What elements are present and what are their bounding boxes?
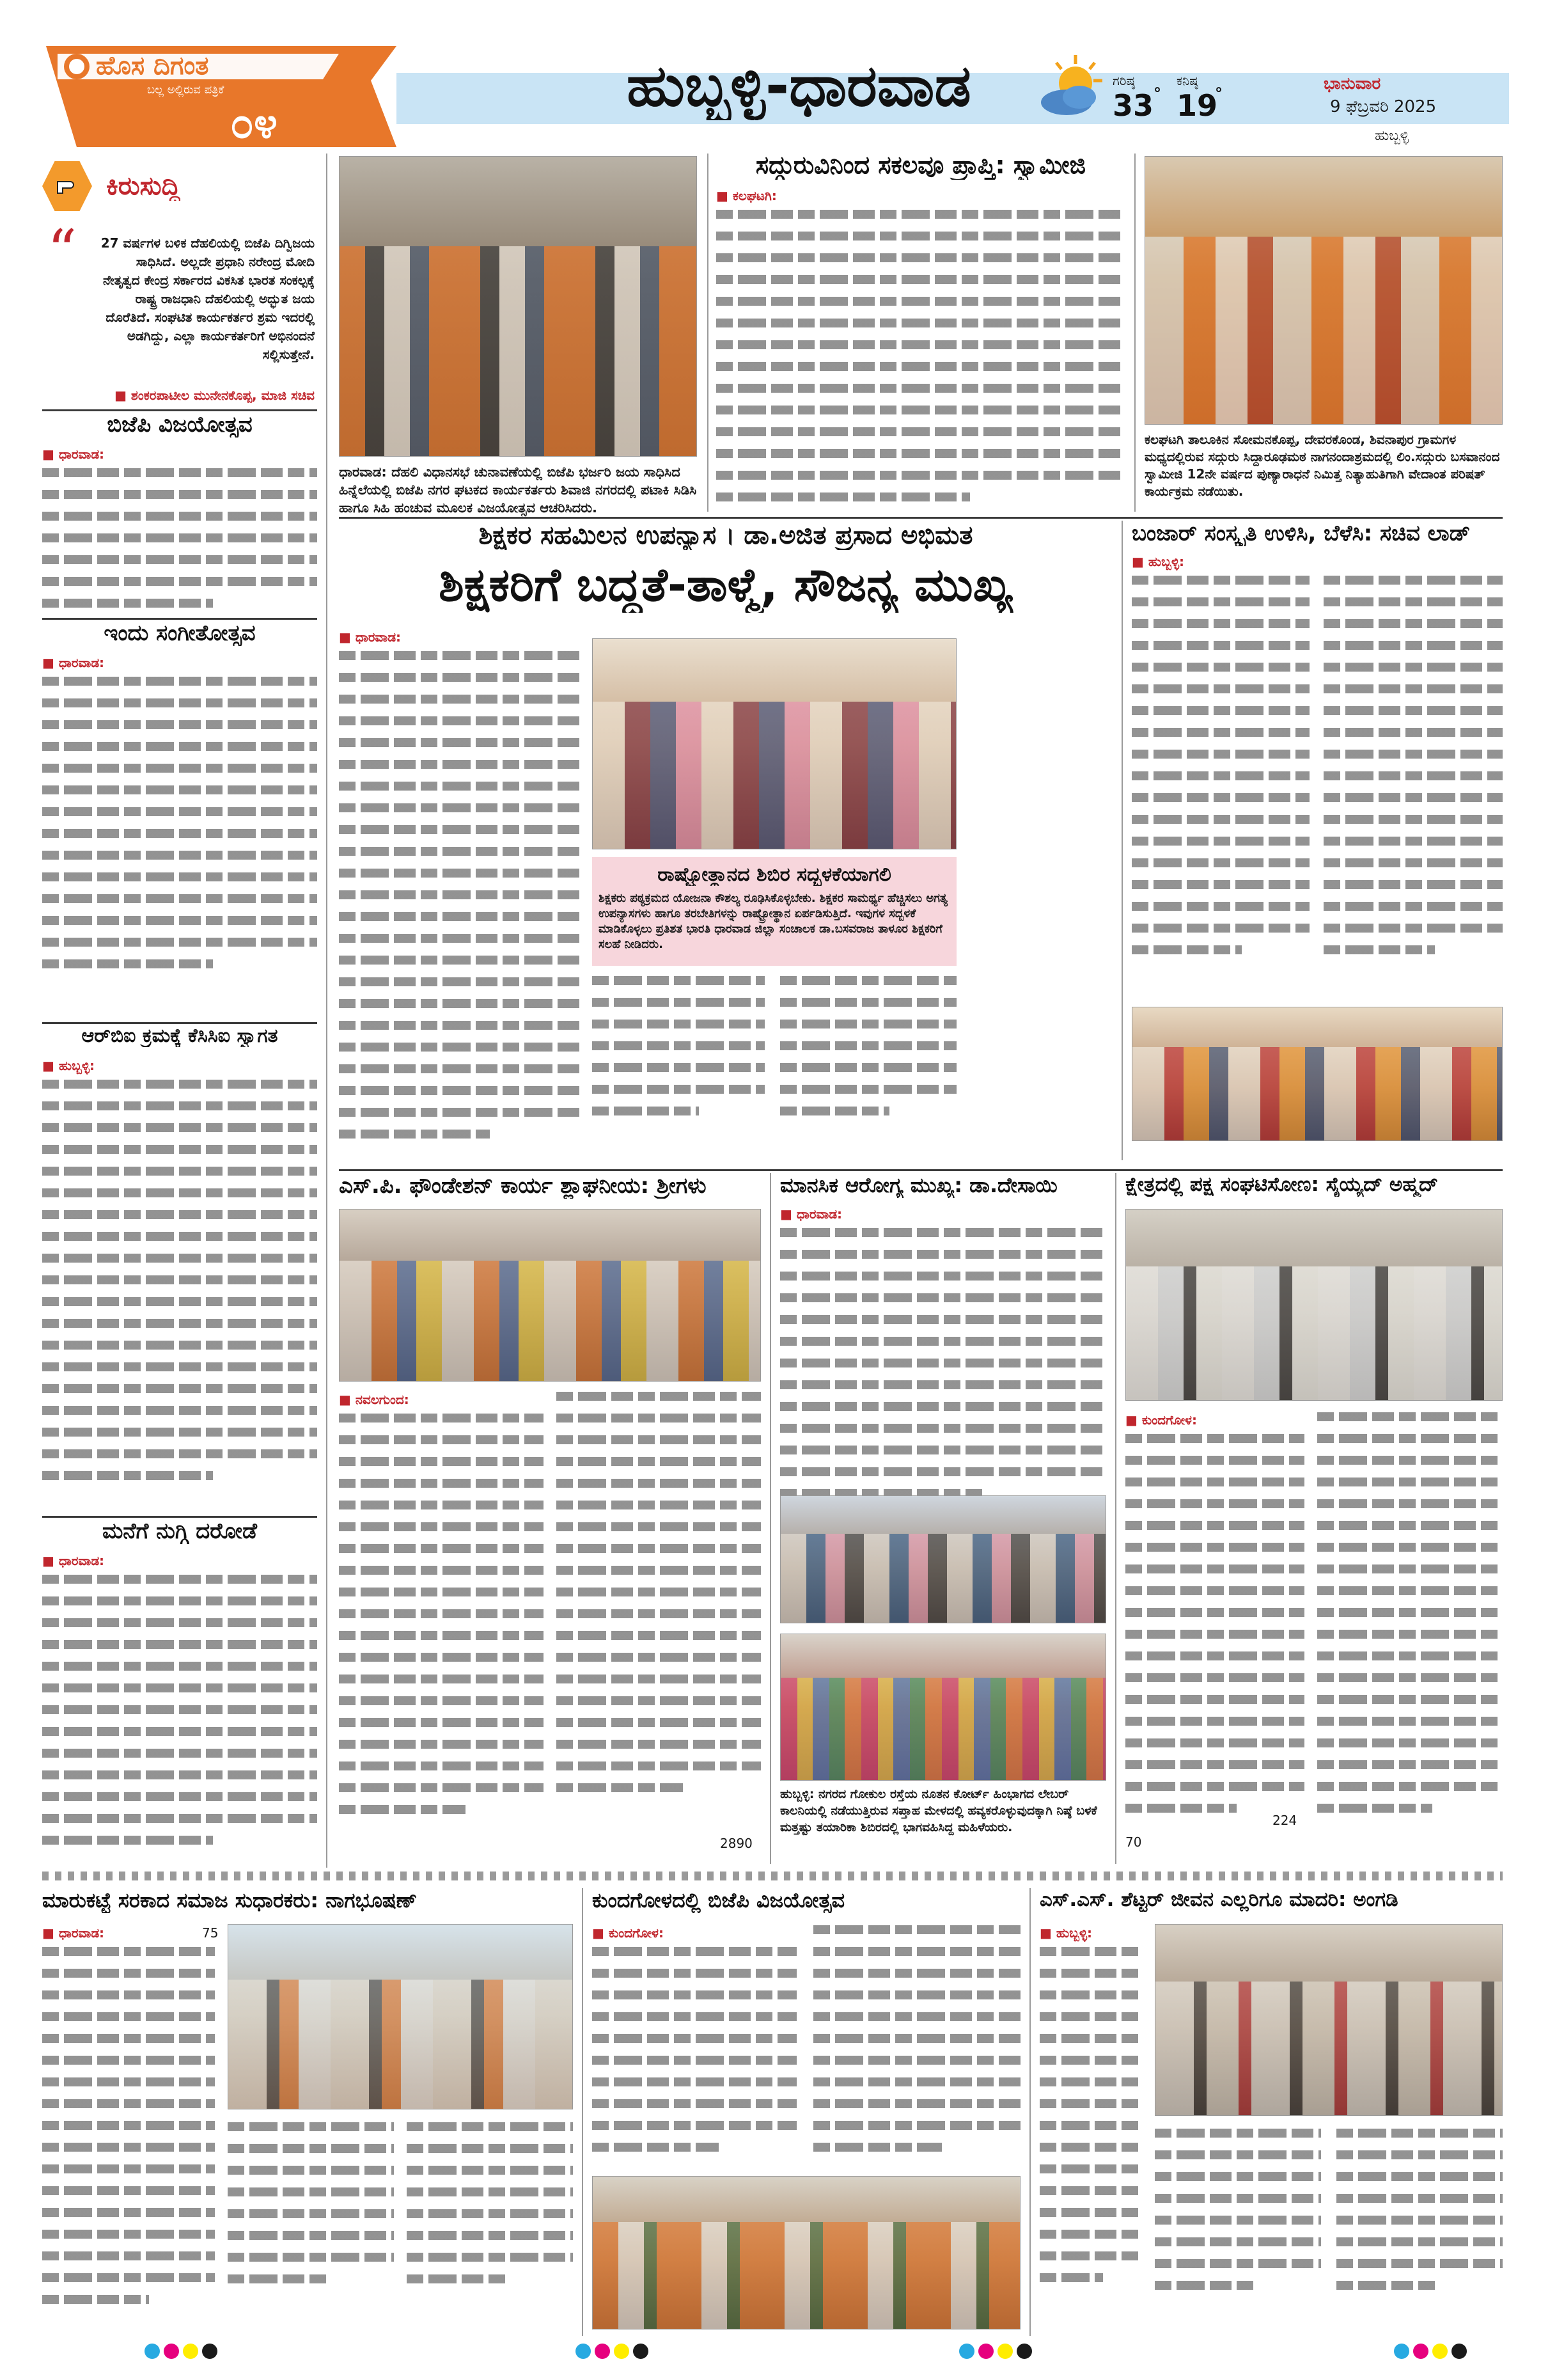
weather-sun-cloud-icon	[1036, 51, 1106, 122]
bottom-story-3-text-col-3	[1336, 2129, 1503, 2303]
bottom-story-3-dateline: ■ ಹುಬ್ಬಳ್ಳಿ:	[1040, 1925, 1093, 1941]
reg-black	[633, 2344, 648, 2359]
bottom-story-3-text-col-1	[1040, 1947, 1142, 2295]
hand-point-icon	[54, 171, 81, 198]
party-photo	[1125, 1209, 1503, 1401]
banjara-headline: ಬಂಜಾರ್ ಸಂಸ್ಕೃತಿ ಉಳಿಸಿ, ಬೆಳೆಸಿ: ಸಚಿವ ಲಾಡ್	[1132, 521, 1471, 546]
mental-health-dateline: ■ ಧಾರವಾಡ:	[780, 1206, 843, 1222]
reg-magenta	[1413, 2344, 1428, 2359]
party-footer-number-1: 224	[1272, 1813, 1297, 1828]
party-footer-number-2: 70	[1125, 1834, 1142, 1850]
bottom-story-1	[42, 1888, 573, 2336]
kirusuddi-box	[42, 152, 317, 422]
reg-black	[202, 2344, 217, 2359]
reg-black	[1017, 2344, 1032, 2359]
reg-yellow	[1432, 2344, 1448, 2359]
bottom-story-1-text-col-3	[407, 2122, 573, 2296]
left-story-3-headline: ಆರ್‌ಬಿಐ ಕ್ರಮಕ್ಕೆ ಕೆಸಿಸಿಐ ಸ್ವಾಗತ	[81, 1025, 278, 1047]
swamiji-text	[716, 210, 1125, 514]
swamiji-photo-caption: ಕಲಘಟಗಿ ತಾಲೂಕಿನ ಸೋಮನಕೊಪ್ಪ, ದೇವರಕೊಂಡ, ಶಿವನಾಪುರ ಗ್ರಾಮಗಳ ಮಧ್ಯದಲ್ಲಿರುವ ಸದ್ಗುರು ಸಿದ್ದಾರೂಢಮಠ ನಾಗನಂದಾಶ್ರಮದಲ್ಲಿ ಲಿಂ.ಸದ್ಗುರು ಬಸವಾನಂದ ಸ್ವಾಮೀಜಿ 12ನೇ ವರ್ಷದ ಪುಣ್ಯಾರಾಧನೆ ನಿಮಿತ್ತ ನಿತ್ಯಾಹುತಿಗಾಗಿ ವೇದಾಂತ ಪರಿಷತ್ ಕಾರ್ಯಕ್ರಮ ನಡೆಯಿತು.	[1145, 432, 1500, 499]
swamiji-dateline: ■ ಕಲಘಟಗಿ:	[716, 188, 777, 203]
bottom-divider-2	[1029, 1888, 1031, 2336]
party-headline: ಕ್ಷೇತ್ರದಲ್ಲಿ ಪಕ್ಷ ಸಂಘಟಿಸೋಣ: ಸೈಯ್ಯದ್ ಅಹ್ಮದ್	[1125, 1173, 1439, 1196]
left-story-1-headline: ಬಿಜೆಪಿ ವಿಜಯೋತ್ಸವ	[107, 412, 253, 437]
left-story-3-dateline: ■ ಹುಬ್ಬಳ್ಳಿ:	[42, 1058, 95, 1073]
lecture-headline: ಶಿಕ್ಷಕರಿಗೆ ಬದ್ಧತೆ-ತಾಳ್ಮೆ, ಸೌಜನ್ಯ ಮುಖ್ಯ	[439, 558, 1013, 611]
bottom-story-2-dateline: ■ ಕುಂದಗೋಳ:	[592, 1925, 664, 1941]
logo-text: ಹೊಸ ದಿಗಂತ	[96, 51, 209, 81]
column-divider-4	[1122, 521, 1123, 1160]
bottom-story-2-headline: ಕುಂದಗೋಳದಲ್ಲಿ ಬಿಜೆಪಿ ವಿಜಯೋತ್ಸವ	[592, 1888, 845, 1912]
lecture-text-col-3	[780, 976, 957, 1128]
left-story-1	[42, 409, 317, 601]
lecture-kicker: ಶಿಕ್ಷಕರ ಸಹಮಿಲನ ಉಪನ್ಯಾಸ । ಡಾ.ಅಜಿತ ಪ್ರಸಾದ ಅಭಿಮತ	[478, 521, 973, 550]
bottom-story-3-headline: ಎಸ್.ಎಸ್. ಶೆಟ್ಟರ್ ಜೀವನ ಎಲ್ಲರಿಗೂ ಮಾದರಿ: ಅಂಗಡಿ	[1040, 1888, 1398, 1911]
bottom-story-1-text-col-2	[228, 2122, 394, 2296]
min-temp-degree: °	[1215, 84, 1223, 102]
sp-foundation-text-col-2	[556, 1392, 761, 1805]
bottom-story-2	[592, 1888, 1021, 2336]
bottom-story-2-text-col-2	[813, 1925, 1021, 2164]
column-divider-2	[707, 154, 708, 512]
reg-yellow	[183, 2344, 198, 2359]
max-temp: 33	[1113, 88, 1154, 123]
bottom-dotted-divider	[42, 1872, 1503, 1880]
sp-foundation-footer-number: 2890	[720, 1836, 753, 1851]
bottom-story-3-text-col-2	[1155, 2129, 1321, 2303]
lecture-box	[592, 857, 957, 966]
kirusuddi-label: ಕಿರುಸುದ್ದಿ	[106, 171, 181, 201]
reg-yellow	[997, 2344, 1013, 2359]
bjp-celebration-photo	[339, 156, 697, 457]
sp-foundation-story	[339, 1173, 761, 1864]
reg-yellow	[614, 2344, 629, 2359]
registration-marks-center-2	[959, 2344, 1036, 2363]
swamiji-photo	[1145, 156, 1503, 425]
page-number: ೦೪	[230, 99, 278, 148]
mental-health-text	[780, 1228, 1106, 1511]
bottom-divider-1	[582, 1888, 583, 2336]
lecture-photo	[592, 638, 957, 849]
logo-shape	[38, 42, 409, 151]
bottom-story-1-photo	[228, 1924, 573, 2109]
swamiji-story	[716, 151, 1125, 509]
reg-magenta	[595, 2344, 610, 2359]
party-dateline: ■ ಕುಂದಗೋಳ:	[1125, 1412, 1197, 1428]
bjp-photo-caption: ಧಾರವಾಡ: ದೆಹಲಿ ವಿಧಾನಸಭೆ ಚುನಾವಣೆಯಲ್ಲಿ ಬಿಜೆಪಿ ಭರ್ಜರಿ ಜಯ ಸಾಧಿಸಿದ ಹಿನ್ನೆಲೆಯಲ್ಲಿ ಬಿಜೆಪಿ ನಗರ ಘಟಕದ ಕಾರ್ಯಕರ್ತರು ಶಿವಾಜಿ ನಗರದಲ್ಲಿ ಪಟಾಕಿ ಸಿಡಿಸಿ ಹಾಗೂ ಸಿಹಿ ಹಂಚುವ ಮೂಲಕ ವಿಜಯೋತ್ಸವ ಆಚರಿಸಿದರು.	[339, 464, 697, 516]
section-title: ಹುಬ್ಬಳ್ಳಿ-ಧಾರವಾಡ	[627, 52, 971, 120]
left-story-2-headline: ಇಂದು ಸಂಗೀತೋತ್ಸವ	[104, 620, 256, 646]
lecture-story	[339, 521, 1113, 1160]
column-divider-5	[770, 1173, 771, 1864]
middle-row-divider	[339, 1169, 1503, 1171]
left-story-2-dateline: ■ ಧಾರವಾಡ:	[42, 655, 105, 670]
issue-date: 9 ಫೆಬ್ರವರಿ 2025	[1330, 97, 1437, 116]
reg-cyan	[959, 2344, 974, 2359]
bottom-story-1-number: 75	[202, 1925, 219, 1941]
party-text-col-2	[1317, 1412, 1503, 1825]
masthead	[38, 42, 1509, 151]
max-temp-degree: °	[1154, 84, 1161, 102]
party-story	[1125, 1173, 1503, 1864]
women-camp-photo	[780, 1634, 1106, 1781]
registration-marks-left	[145, 2344, 221, 2363]
column-divider-6	[1115, 1173, 1116, 1864]
top-row-divider	[339, 517, 1503, 519]
registration-marks-center-1	[575, 2344, 652, 2363]
reg-cyan	[1394, 2344, 1409, 2359]
reg-cyan	[145, 2344, 160, 2359]
sp-foundation-dateline: ■ ನವಲಗುಂದ:	[339, 1392, 409, 1407]
bottom-story-1-text-col-1	[42, 1947, 215, 2317]
banjara-text-col-1	[1132, 576, 1310, 967]
column-divider-left	[326, 154, 327, 1868]
lecture-box-text: ಶಿಕ್ಷಕರು ಪಠ್ಯಕ್ರಮದ ಯೋಜನಾ ಕೌಶಲ್ಯ ರೂಢಿಸಿಕೊಳ್ಳಬೇಕು. ಶಿಕ್ಷಕರ ಸಾಮರ್ಥ್ಯ ಹೆಚ್ಚಿಸಲು ಅಗತ್ಯ ಉಪನ್ಯಾಸಗಳು ಹಾಗೂ ತರಬೇತಿಗಳನ್ನು ರಾಷ್ಟ್ರೋತ್ಥಾನ ಏರ್ಪಡಿಸುತ್ತಿದೆ. ಇವುಗಳ ಸದ್ಬಳಕೆ ಮಾಡಿಕೊಳ್ಳಲು ಪ್ರತಿಶತ ಭಾರತಿ ಧಾರವಾಡ ಜಿಲ್ಲಾ ಸಂಚಾಲಕ ಡಾ.ಬಸವರಾಜ ತಾಳೂರ ಶಿಕ್ಷಕರಿಗೆ ಸಲಹೆ ನೀಡಿದರು.	[598, 892, 948, 951]
left-story-1-text	[42, 468, 317, 620]
banjara-text-col-2	[1324, 576, 1503, 967]
bottom-story-1-dateline: ■ ಧಾರವಾಡ:	[42, 1925, 105, 1941]
banjara-story	[1132, 521, 1503, 1160]
issue-day: ಭಾನುವಾರ	[1324, 74, 1381, 93]
swamiji-headline: ಸದ್ಗುರುವಿನಿಂದ ಸಕಲವೂ ಪ್ರಾಪ್ತಿ: ಸ್ವಾಮೀಜಿ	[755, 151, 1086, 179]
bottom-story-2-text-col-1	[592, 1947, 797, 2164]
reg-cyan	[575, 2344, 591, 2359]
women-camp-caption: ಹುಬ್ಬಳ್ಳಿ: ನಗರದ ಗೋಕುಲ ರಸ್ತೆಯ ನೂತನ ಕೋರ್ಟ್ ಹಿಂಭಾಗದ ಲೇಬರ್‌ ಕಾಲನಿಯಲ್ಲಿ ನಡೆಯುತ್ತಿರುವ ಸಪ್ತಾಹ ಮೇಳದಲ್ಲಿ ಹವ್ಯಕರೊಳ್ಳುವುದಕ್ಕಾಗಿ ನಿಷ್ಠೆ ಬಳಕೆ ಮತ್ತಷ್ಟು ತಯಾರಿಕಾ ಶಿಬಿರದಲ್ಲಿ ಭಾಗವಹಿಸಿದ್ದ ಮಹಿಳೆಯರು.	[780, 1787, 1097, 1834]
lecture-text-col-1	[339, 651, 582, 1151]
left-story-1-dateline: ■ ಧಾರವಾಡ:	[42, 446, 105, 462]
bottom-story-2-photo	[592, 2176, 1021, 2329]
logo-block	[38, 42, 409, 151]
reg-magenta	[164, 2344, 179, 2359]
min-temp: 19	[1177, 88, 1218, 123]
column-divider-3	[1134, 154, 1136, 512]
left-story-4-text	[42, 1575, 317, 1857]
quote-mark-icon: “	[47, 217, 77, 285]
left-story-4-headline: ಮನೆಗೆ ನುಗ್ಗಿ ದರೋಡೆ	[102, 1518, 258, 1544]
kirusuddi-attribution: ■ ಶಂಕರಪಾಟೀಲ ಮುನೇನಕೊಪ್ಪ, ಮಾಜಿ ಸಚಿವ	[114, 388, 315, 403]
logo-tagline: ಬಲ್ಲ ಅಲ್ಲಿರುವ ಪತ್ರಿಕೆ	[147, 83, 224, 97]
reg-black	[1451, 2344, 1467, 2359]
left-story-2	[42, 618, 317, 1008]
mental-health-story	[780, 1173, 1106, 1864]
reg-magenta	[978, 2344, 994, 2359]
lecture-box-headline: ರಾಷ್ಟ್ರೋತ್ಥಾನದ ಶಿಬಿರ ಸದ್ಬಳಕೆಯಾಗಲಿ	[657, 863, 891, 886]
sp-foundation-headline: ಎಸ್.ಪಿ. ಫೌಂಡೇಶನ್ ಕಾರ್ಯ ಶ್ಲಾಘನೀಯ: ಶ್ರೀಗಳು	[339, 1173, 707, 1199]
party-text-col-1	[1125, 1434, 1304, 1825]
sp-foundation-text-col-1	[339, 1414, 544, 1827]
left-story-4-dateline: ■ ಧಾರವಾಡ:	[42, 1553, 105, 1568]
kirusuddi-quote: 27 ವರ್ಷಗಳ ಬಳಿಕ ದೆಹಲಿಯಲ್ಲಿ ಬಿಜೆಪಿ ದಿಗ್ವಿಜಯ ಸಾಧಿಸಿದೆ. ಅಲ್ಲದೇ ಪ್ರಧಾನಿ ನರೇಂದ್ರ ಮೋದಿ ನೇತೃತ್ವದ ಕೇಂದ್ರ ಸರ್ಕಾರದ ವಿಕಸಿತ ಭಾರತ ಸಂಕಲ್ಪಕ್ಕೆ ರಾಷ್ಟ್ರ ರಾಜಧಾನಿ ದೆಹಲಿಯಲ್ಲಿ ಅದ್ಭುತ ಜಯ ದೊರೆತಿದೆ. ಸಂಘಟಿತ ಕಾರ್ಯಕರ್ತರ ಶ್ರಮ ಇದರಲ್ಲಿ ಅಡಗಿದ್ದು, ಎಲ್ಲಾ ಕಾರ್ಯಕರ್ತರಿಗೆ ಅಭಿನಂದನೆ ಸಲ್ಲಿಸುತ್ತೇನೆ.	[100, 235, 315, 362]
lecture-text-col-2	[592, 976, 765, 1128]
max-temp-label: ಗರಿಷ್ಠ	[1113, 73, 1135, 88]
sp-foundation-photo	[339, 1209, 761, 1382]
issue-city: ಹುಬ್ಬಳ್ಳಿ	[1375, 128, 1409, 144]
left-story-3-text	[42, 1080, 317, 1493]
lecture-dateline: ■ ಧಾರವಾಡ:	[339, 629, 402, 645]
left-story-2-text	[42, 677, 317, 981]
registration-marks-right	[1394, 2344, 1471, 2363]
left-story-3	[42, 1022, 317, 1508]
bottom-story-1-headline: ಮಾರುಕಟ್ಟೆ ಸರಕಾದ ಸಮಾಜ ಸುಧಾರಕರು: ನಾಗಭೂಷಣ್	[42, 1888, 418, 1912]
mental-health-headline: ಮಾನಸಿಕ ಆರೋಗ್ಯ ಮುಖ್ಯ: ಡಾ.ದೇಸಾಯಿ	[780, 1173, 1058, 1197]
banjara-dateline: ■ ಹುಬ್ಬಳ್ಳಿ:	[1132, 554, 1185, 569]
bottom-story-3-photo	[1155, 1924, 1503, 2116]
mental-health-photo	[780, 1495, 1106, 1623]
left-story-4	[42, 1516, 317, 1861]
bottom-story-3	[1040, 1888, 1503, 2336]
banjara-photo	[1132, 1007, 1503, 1141]
min-temp-label: ಕನಿಷ್ಠ	[1177, 73, 1198, 88]
